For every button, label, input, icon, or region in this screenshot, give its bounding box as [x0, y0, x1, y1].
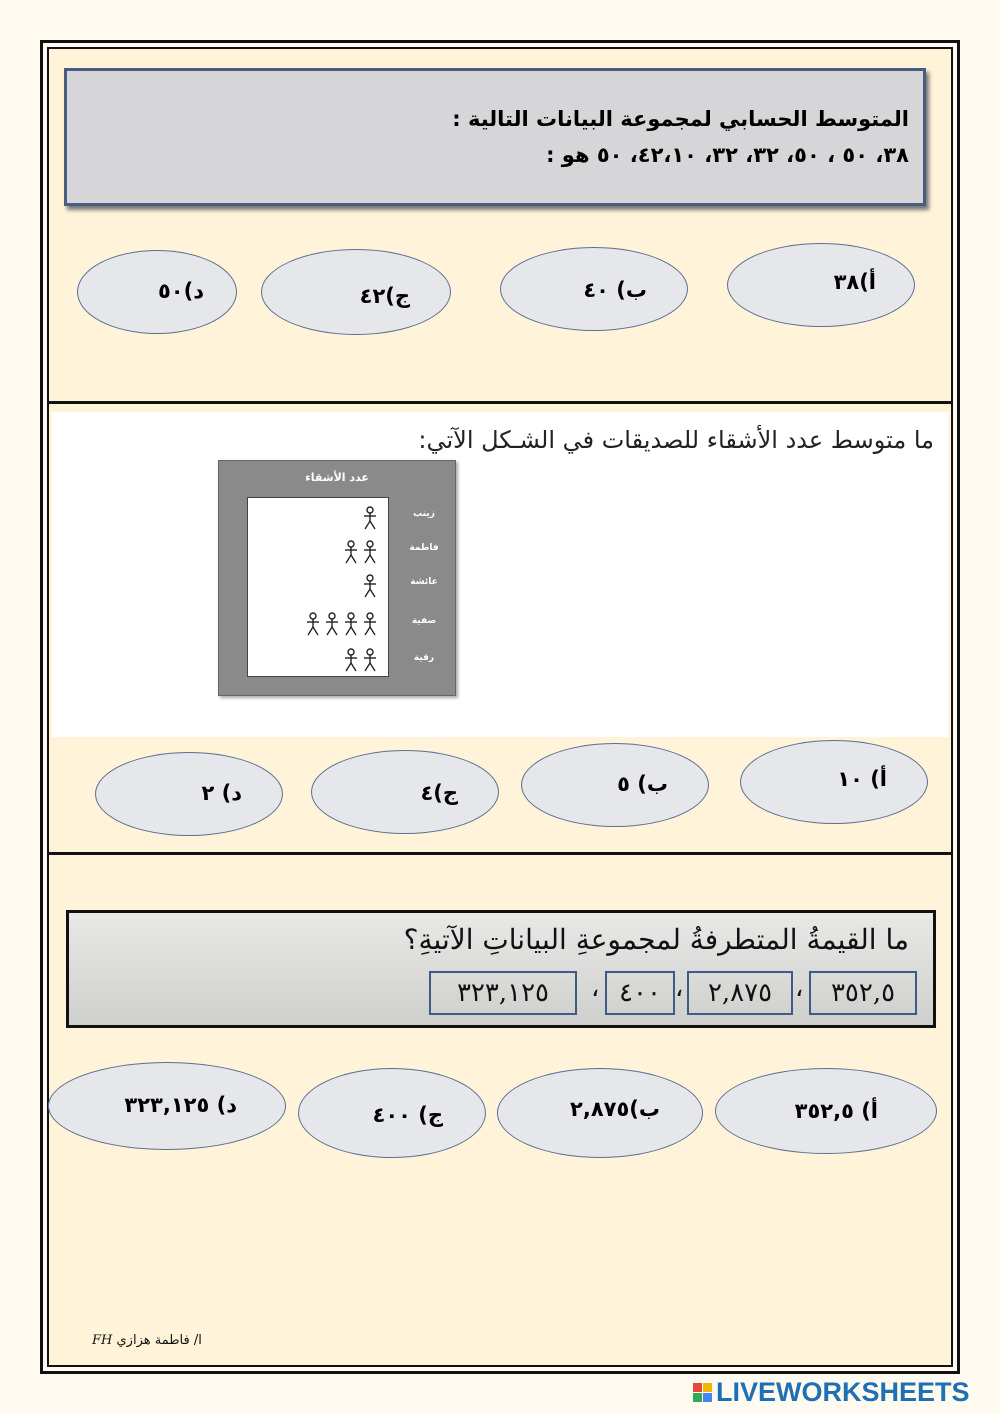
q2-option-c[interactable]: ج)٤	[311, 750, 499, 834]
person-icon	[324, 612, 340, 636]
liveworksheets-icon	[693, 1383, 712, 1402]
q2-option-a[interactable]: أ) ١٠	[740, 740, 928, 824]
pictograph-row-2	[343, 540, 378, 564]
q1-option-c[interactable]: ج)٤٢	[261, 249, 451, 335]
person-icon	[343, 612, 359, 636]
question-3-text: ما القيمةُ المتطرفةُ لمجموعةِ البياناتِ الآتيةِ؟	[403, 923, 909, 956]
person-icon	[362, 506, 378, 530]
q2-option-b[interactable]: ب) ٥	[521, 743, 709, 827]
pictograph-title: عدد الأشقاء	[305, 471, 369, 484]
pictograph-name-5: رقية	[413, 653, 435, 663]
liveworksheets-logo	[693, 1378, 970, 1406]
section-divider-2	[47, 852, 953, 855]
q3-option-a[interactable]: أ) ٣٥٢,٥	[715, 1068, 937, 1154]
pictograph-row-1	[362, 506, 378, 530]
question-3-box	[66, 910, 936, 1028]
signature-initials: FH	[92, 1333, 113, 1348]
pictograph-name-3: عائشة	[410, 577, 438, 587]
value-box-2: ٢,٨٧٥	[687, 971, 793, 1015]
value-separator: ،	[675, 973, 684, 1003]
teacher-signature: ا/ فاطمة هزازي FH	[92, 1333, 202, 1348]
value-box-1: ٣٥٢,٥	[809, 971, 917, 1015]
q1-option-b[interactable]: ب) ٤٠	[500, 247, 688, 331]
q3-option-c[interactable]: ج) ٤٠٠	[298, 1068, 486, 1158]
pictograph-row-3	[362, 574, 378, 598]
value-separator: ،	[591, 973, 600, 1003]
person-icon	[343, 540, 359, 564]
question-1-line1: المتوسط الحسابي لمجموعة البيانات التالية :	[452, 107, 909, 131]
value-box-3: ٤٠٠	[605, 971, 675, 1015]
pictograph	[218, 460, 456, 696]
person-icon	[362, 648, 378, 672]
value-separator: ،	[795, 973, 804, 1003]
person-icon	[362, 540, 378, 564]
question-2-box	[52, 412, 948, 737]
q1-option-a[interactable]: أ)٣٨	[727, 243, 915, 327]
pictograph-row-5	[343, 648, 378, 672]
q2-option-d[interactable]: د) ٢	[95, 752, 283, 836]
value-box-4: ٣٢٣,١٢٥	[429, 971, 577, 1015]
person-icon	[362, 612, 378, 636]
pictograph-name-4: صفية	[411, 616, 437, 626]
question-1-line2: ٣٨، ٥٠ ، ٥٠، ٣٢، ٣٢، ٤٢،١٠، ٥٠ هو :	[546, 143, 909, 167]
pictograph-plot-area	[247, 497, 389, 677]
person-icon	[343, 648, 359, 672]
question-1-box	[64, 68, 926, 206]
pictograph-row-4	[305, 612, 378, 636]
person-icon	[305, 612, 321, 636]
person-icon	[362, 574, 378, 598]
q3-option-d[interactable]: د) ٣٢٣,١٢٥	[48, 1062, 286, 1150]
section-divider-1	[47, 401, 953, 404]
q1-option-d[interactable]: د)٥٠	[77, 250, 237, 334]
pictograph-name-1: زينب	[413, 509, 435, 519]
question-2-text: ما متوسط عدد الأشقاء للصديقات في الشـكل الآتي:	[418, 426, 934, 454]
brand-name: LIVEWORKSHEETS	[716, 1376, 970, 1407]
pictograph-name-2: فاطمة	[409, 543, 439, 553]
q3-option-b[interactable]: ب)٢,٨٧٥	[497, 1068, 703, 1158]
